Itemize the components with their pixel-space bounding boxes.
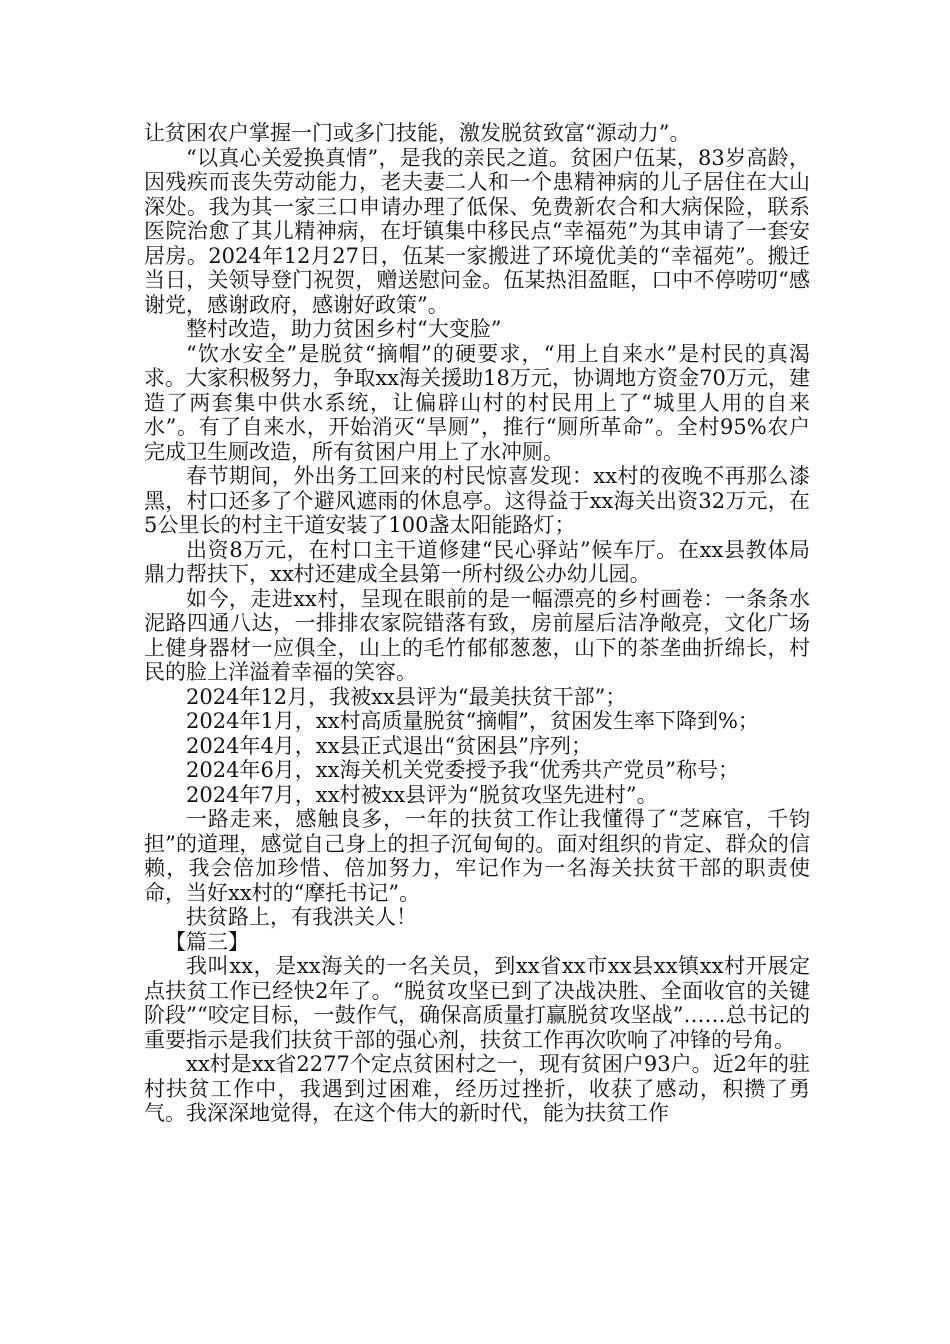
paragraph: “以真心关爱换真情”，是我的亲民之道。贫困户伍某，83岁高龄，因残疾而丧失劳动能力，老夫妻二人和一个患精神病的儿子居住在大山深处。我为其一家三口申请办理了低保、免费新农合和大病保险，联系医院治愈了其儿精神病，在圩镇集中移民点“幸福苑”为其申请了一套安居房。2024年12月27日，伍某一家搬进了环境优美的“幸福苑”。搬迁当日，关领导登门祝贺，赠送慰问金。伍某热泪盈眶，口中不停唠叨“感谢党，感谢政府，感谢好政策”。 — [144, 145, 810, 317]
paragraph: xx村是xx省2277个定点贫困村之一，现有贫困户93户。近2年的驻村扶贫工作中，我遇到过困难，经历过挫折，收获了感动，积攒了勇气。我深深地觉得，在这个伟大的新时代，能为扶贫工作 — [144, 1052, 810, 1125]
list-item: 2024年4月，xx县正式退出“贫困县”序列； — [186, 733, 592, 758]
section-title: 【篇三】 — [165, 929, 249, 954]
paragraph: 春节期间，外出务工回来的村民惊喜发现：xx村的夜晚不再那么漆黑，村口还多了个避风遮雨的休息亭。这得益于xx海关出资32万元，在5公里长的村主干道安装了100盏太阳能路灯； — [144, 464, 810, 537]
section-heading: 整村改造，助力贫困乡村“大变脸” — [186, 317, 502, 341]
paragraph: 扶贫路上，有我洪关人！ — [186, 905, 417, 929]
list-item: 2024年6月，xx海关机关党委授予我“优秀共产党员”称号； — [186, 758, 739, 782]
paragraph: 我叫xx，是xx海关的一名关员，到xx省xx市xx县xx镇xx村开展定点扶贫工作已经快2年了。“脱贫攻坚已到了决战决胜、全面收官的关键阶段”“咬定目标，一鼓作气，确保高质量打赢脱贫攻坚战”……总书记的重要指示是我们扶贫干部的强心剂，扶贫工作再次吹响了冲锋的号角。 — [144, 954, 810, 1052]
list-item: 2024年1月，xx村高质量脱贫“摘帽”，贫困发生率下降到%； — [186, 709, 759, 733]
paragraph: 让贫困农户掌握一门或多门技能，激发脱贫致富“源动力”。 — [144, 121, 691, 145]
list-item: 2024年7月，xx村被xx县评为“脱贫攻坚先进村”。 — [186, 782, 658, 807]
paragraph: 如今，走进xx村，呈现在眼前的是一幅漂亮的乡村画卷：一条条水泥路四通八达，一排排农家院错落有致，房前屋后洁净敞亮，文化广场上健身器材一应俱全，山上的毛竹郁郁葱葱，山下的茶垄曲折绵长，村民的脸上洋溢着幸福的笑容。 — [144, 586, 810, 684]
paragraph: “饮水安全”是脱贫“摘帽”的硬要求，“用上自来水”是村民的真渴求。大家积极努力，争取xx海关援助18万元，协调地方资金70万元，建造了两套集中供水系统，让偏辟山村的村民用上了“城里人用的自来水”。有了自来水，开始消灭“旱厕”，推行“厕所革命”。全村95%农户完成卫生厕改造，所有贫困户用上了水冲厕。 — [144, 341, 810, 464]
document-body — [144, 121, 810, 1126]
list-item: 2024年12月，我被xx县评为“最美扶贫干部”； — [186, 684, 627, 709]
paragraph: 一路走来，感触良多，一年的扶贫工作让我懂得了“芝麻官，千钧担”的道理，感觉自己身上的担子沉甸甸的。面对组织的肯定、群众的信赖，我会倍加珍惜、倍加努力，牢记作为一名海关扶贫干部的职责使命，当好xx村的“摩托书记”。 — [144, 807, 810, 905]
paragraph: 出资8万元，在村口主干道修建“民心驿站”候车厅。在xx县教体局鼎力帮扶下，xx村还建成全县第一所村级公办幼儿园。 — [144, 537, 810, 586]
